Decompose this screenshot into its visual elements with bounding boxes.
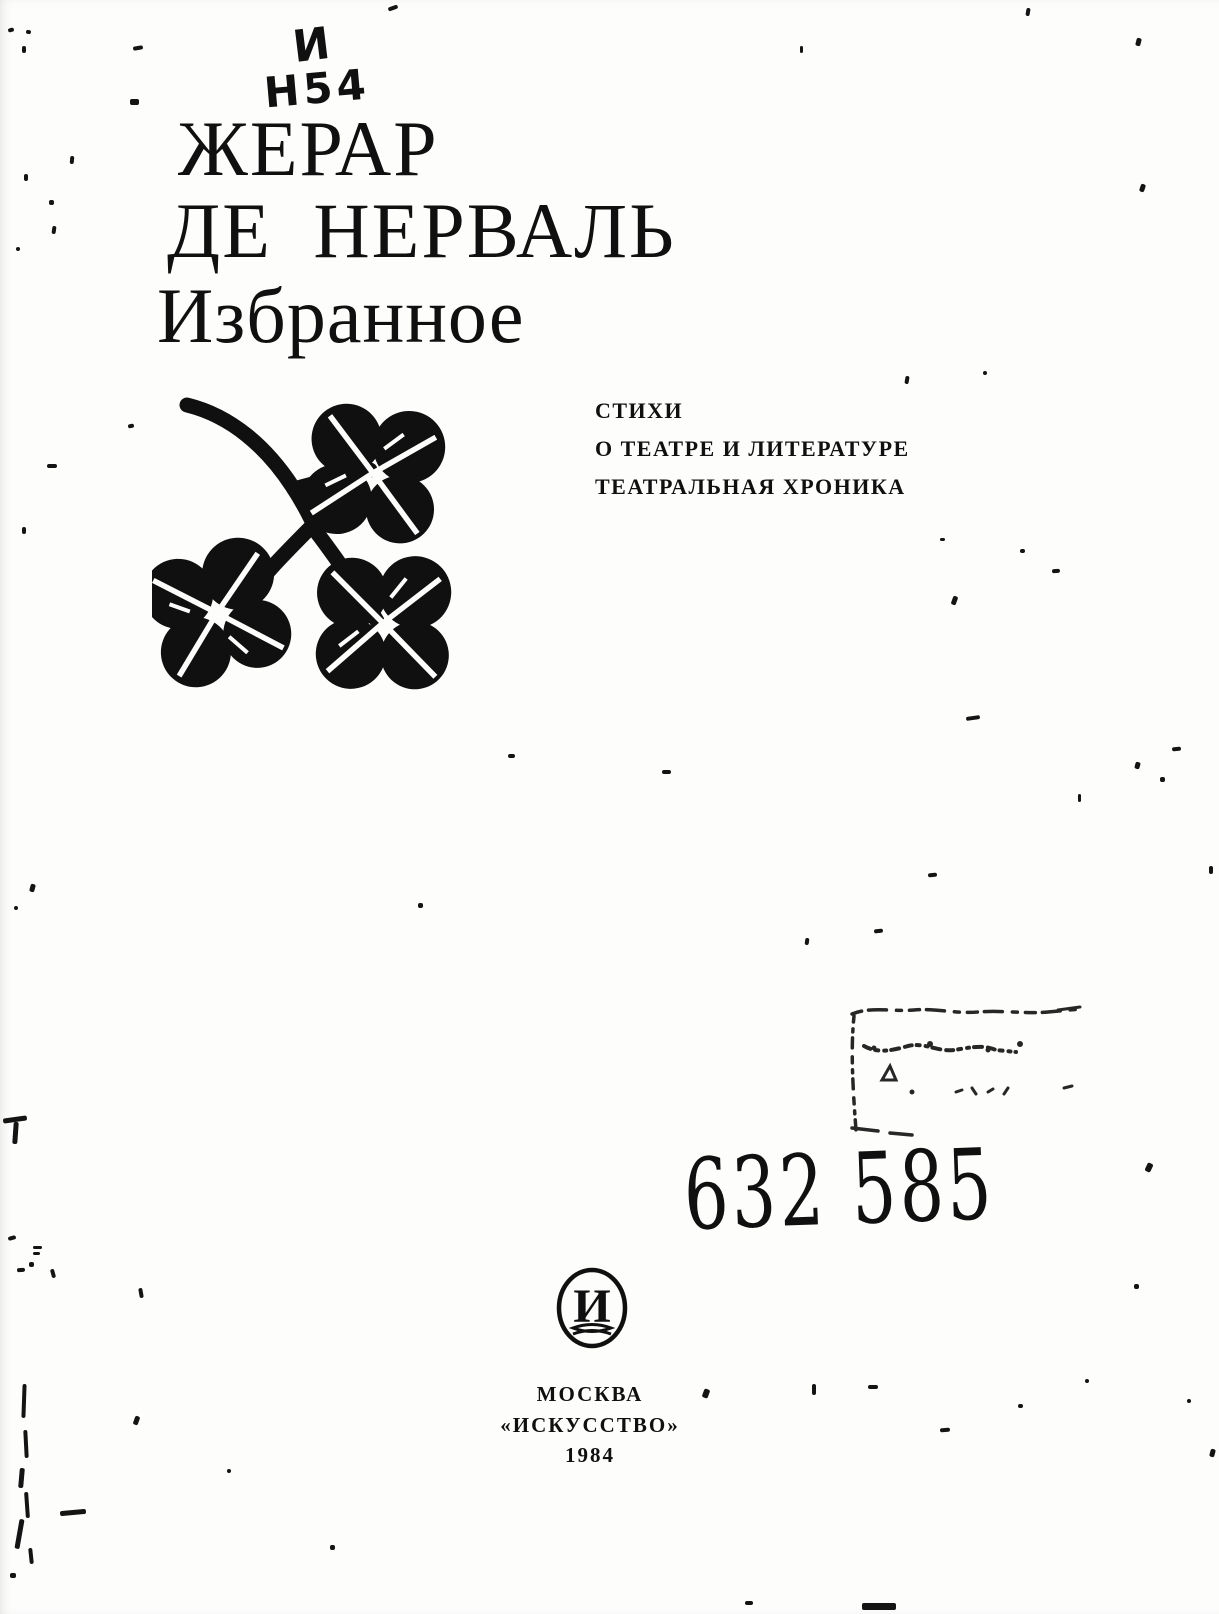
scan-speckle — [1025, 8, 1030, 17]
scan-speckle — [14, 906, 18, 910]
scan-speckle — [133, 1415, 141, 1425]
author-name-line2: ДЕ НЕРВАЛЬ — [167, 187, 676, 274]
author-name-line1: ЖЕРАР — [178, 105, 439, 192]
scan-speckle — [60, 1509, 86, 1516]
scan-speckle — [812, 1384, 816, 1395]
scan-speckle — [8, 27, 15, 32]
logo-letter: И — [573, 1280, 611, 1333]
scan-speckle — [1209, 866, 1213, 874]
scan-speckle — [22, 46, 26, 53]
scan-speckle — [330, 1545, 335, 1550]
scan-speckle — [22, 527, 26, 534]
scan-speckle — [928, 873, 937, 878]
scan-speckle — [33, 1252, 40, 1255]
scan-speckle — [1134, 761, 1141, 769]
scan-speckle — [24, 174, 28, 181]
scan-speckle — [940, 1428, 950, 1433]
scan-speckle — [16, 247, 20, 251]
scan-speckle — [18, 1468, 25, 1488]
scan-speckle — [1018, 1404, 1023, 1408]
scan-speckle — [26, 30, 32, 35]
scan-speckle — [1187, 1399, 1191, 1403]
scan-speckle — [662, 770, 671, 774]
contents-line: О ТЕАТРЕ И ЛИТЕРАТУРЕ — [595, 436, 910, 461]
scan-speckle — [508, 754, 515, 758]
scan-speckle — [1085, 1379, 1089, 1383]
handwritten-class-code: Н54 — [262, 59, 372, 118]
scan-speckle — [388, 4, 399, 11]
scan-speckle — [940, 538, 945, 541]
scan-speckle — [51, 226, 56, 234]
scan-speckle — [1144, 1162, 1153, 1173]
scan-speckle — [966, 715, 980, 721]
scan-speckle — [1052, 569, 1060, 574]
scan-speckle — [128, 423, 135, 428]
scan-speckle — [1209, 1448, 1216, 1457]
scan-speckle — [70, 156, 75, 164]
scan-speckle — [1160, 777, 1165, 782]
scan-speckle — [12, 1122, 19, 1144]
scan-speckle — [130, 99, 139, 105]
scan-speckle — [1020, 549, 1025, 553]
scan-speckle — [800, 46, 803, 53]
scan-speckle — [49, 200, 54, 205]
scan-speckle — [14, 1519, 24, 1549]
scan-speckle — [17, 1268, 25, 1273]
scan-speckle — [904, 376, 909, 385]
scan-speckle — [874, 929, 883, 934]
handwritten-accession-number: 632 585 — [682, 1127, 997, 1253]
scan-speckle — [24, 1492, 30, 1518]
logo-book-icon — [573, 1325, 611, 1335]
book-title: Избранное — [157, 272, 525, 359]
contents-line: СТИХИ — [595, 398, 684, 423]
scan-speckle — [1078, 794, 1081, 802]
scan-speckle — [47, 464, 57, 468]
scan-speckle — [227, 1469, 231, 1473]
scan-speckle — [28, 1548, 34, 1564]
imprint-publisher: «ИСКУССТВО» — [500, 1412, 680, 1437]
imprint-year: 1984 — [565, 1443, 615, 1467]
scan-speckle — [10, 1573, 16, 1578]
imprint-city: МОСКВА — [536, 1382, 644, 1406]
scan-speckle — [133, 45, 144, 51]
scan-speckle — [1139, 183, 1146, 192]
scan-speckle — [21, 1384, 26, 1418]
scan-speckle — [33, 1246, 42, 1249]
scan-speckle — [868, 1385, 878, 1389]
scan-speckle — [8, 1235, 17, 1241]
scan-speckle — [862, 1603, 896, 1610]
clover-branch-ornament — [152, 386, 470, 708]
scan-speckle — [23, 1430, 28, 1458]
scan-speckle — [1172, 747, 1181, 752]
scan-speckle — [29, 1262, 34, 1267]
scan-speckle — [951, 595, 959, 605]
scan-speckle — [983, 371, 987, 375]
scan-speckle — [29, 883, 36, 892]
scan-speckle — [1135, 37, 1142, 46]
scan-speckle — [50, 1269, 56, 1279]
scan-speckle — [138, 1288, 144, 1299]
scan-speckle — [805, 938, 810, 945]
scan-speckle — [745, 1601, 753, 1605]
handwritten-class-letter: И — [290, 17, 333, 74]
scan-speckle — [418, 903, 423, 908]
contents-line: ТЕАТРАЛЬНАЯ ХРОНИКА — [595, 474, 906, 499]
contents-list — [595, 392, 910, 506]
scan-speckle — [1134, 1284, 1139, 1289]
publisher-logo — [552, 1262, 632, 1354]
